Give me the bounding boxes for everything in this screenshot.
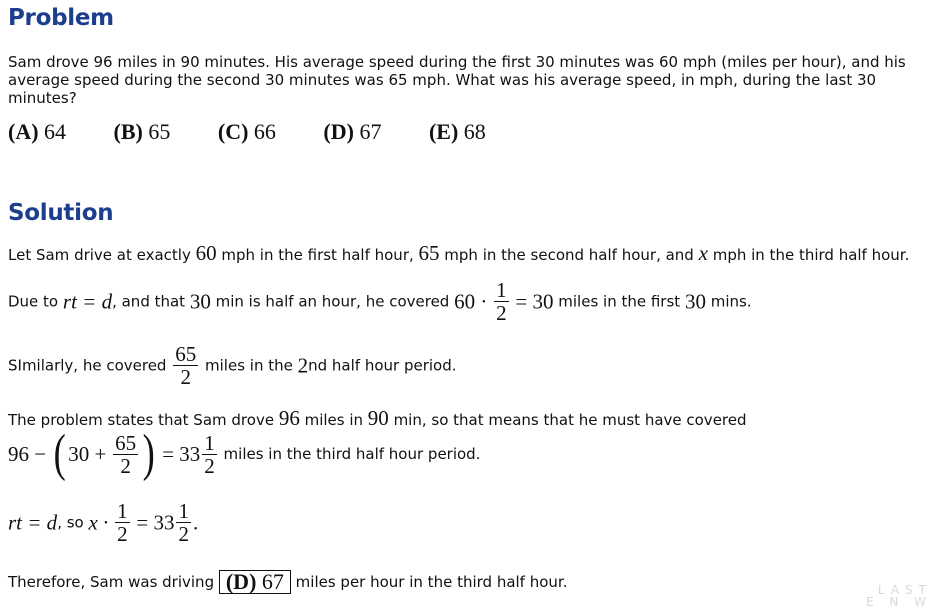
text: Let Sam drive at exactly (8, 246, 196, 264)
fraction (113, 432, 138, 477)
solution-line-4 (8, 406, 747, 430)
fraction (115, 500, 130, 545)
math: rt = d (62, 289, 113, 314)
problem-text: Sam drove 96 miles in 90 minutes. His average speed during the first 30 minutes was 60 mph (miles per hour), and his average speed during the second 30 minutes was 65 mph. What was his average speed, in mph, during the last 30 minutes? (8, 53, 906, 107)
math: 96 − (8, 442, 47, 466)
text: SImilarly, he covered (8, 356, 172, 375)
denominator: 2 (120, 453, 131, 478)
solution-heading: Solution (8, 200, 114, 226)
denominator: 2 (180, 365, 191, 389)
text: miles in the first (553, 292, 685, 311)
text: mph in the second half hour, and (439, 246, 699, 264)
choice-value: 67 (359, 119, 382, 144)
text: Therefore, Sam was driving (8, 573, 219, 591)
solution-line-7 (8, 570, 567, 594)
math: 60 (195, 241, 217, 265)
choice-letter: (B) (113, 119, 143, 144)
choice-value: 65 (148, 119, 171, 144)
fraction (173, 343, 198, 388)
math: 65 (418, 241, 440, 265)
choice-letter: (C) (217, 119, 249, 144)
answer-value: 67 (261, 569, 284, 594)
text: nd half hour period. (308, 356, 457, 375)
math: 30 (684, 289, 706, 314)
choice-c (218, 119, 276, 145)
choice-e (429, 119, 486, 145)
watermark-line: E N W (865, 595, 932, 609)
numerator: 1 (204, 430, 215, 455)
text: , and that (112, 292, 190, 311)
math: 90 (367, 406, 389, 430)
solution-line-5 (8, 425, 481, 482)
choice-letter: (D) (323, 119, 354, 144)
text: Due to (8, 292, 63, 311)
fraction (494, 279, 509, 324)
right-paren: ) (142, 425, 155, 482)
fraction (202, 432, 217, 477)
numerator: 1 (178, 499, 189, 523)
choice-value: 66 (253, 119, 276, 144)
math: = 33 (162, 442, 201, 466)
choice-a (8, 119, 66, 145)
final-answer-box (219, 570, 291, 594)
text: mph in the first half hour, (216, 246, 419, 264)
math: . (192, 510, 199, 535)
text: , so (57, 513, 89, 532)
choice-letter: (E) (428, 119, 459, 144)
denominator: 2 (178, 522, 189, 546)
math-variable: x (698, 241, 708, 265)
text: miles in the third half hour period. (218, 445, 481, 463)
problem-heading: Problem (8, 5, 114, 31)
choice-letter: (A) (8, 119, 39, 144)
numerator: 1 (117, 499, 128, 523)
math: rt = d (8, 510, 58, 535)
math: 30 (189, 289, 211, 314)
text: miles in the (205, 356, 298, 375)
math: 60 · (454, 289, 488, 314)
solution-line-6 (8, 500, 198, 545)
text: min, so that means that he must have covered (388, 411, 747, 429)
math: 30 + (68, 442, 107, 466)
denominator: 2 (496, 301, 507, 325)
text: min is half an hour, he covered (210, 292, 455, 311)
numerator: 65 (175, 342, 197, 366)
answer-letter: (D) (225, 569, 257, 594)
math: = 33 (136, 510, 175, 535)
denominator: 2 (204, 453, 215, 478)
numerator: 1 (496, 278, 507, 302)
text: The problem states that Sam drove (8, 411, 279, 429)
fraction (176, 500, 191, 545)
text: mins. (705, 292, 752, 311)
choice-value: 64 (44, 119, 67, 144)
text: miles in (299, 411, 368, 429)
text: mph in the third half hour. (707, 246, 910, 264)
denominator: 2 (117, 522, 128, 546)
solution-line-3 (8, 343, 457, 388)
choice-d (323, 119, 381, 145)
solution-line-1 (8, 241, 910, 265)
choice-b (114, 119, 171, 145)
left-paren: ( (53, 425, 66, 482)
text: miles per hour in the third half hour. (290, 573, 568, 591)
choice-value: 68 (463, 119, 486, 144)
math: = 30 (515, 289, 554, 314)
watermark-logo (866, 584, 932, 608)
solution-line-2 (8, 279, 752, 324)
answer-choices (8, 119, 528, 145)
watermark-line: LAST (877, 583, 932, 597)
math: 2 (297, 353, 309, 378)
numerator: 65 (115, 430, 137, 455)
math: 96 (278, 406, 300, 430)
math: x · (88, 510, 109, 535)
